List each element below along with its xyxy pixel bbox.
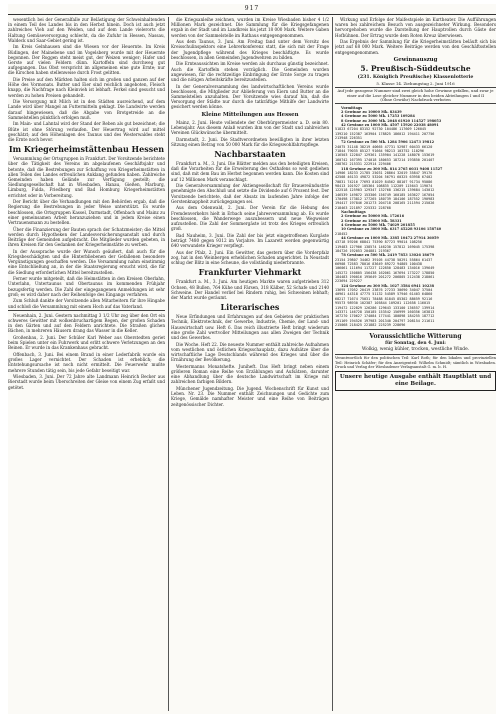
- section-heading: Im Kriegerheimstättenbau Hessen: [8, 144, 165, 155]
- lottery-heading: Gewinnauszug: [393, 56, 438, 63]
- lottery-result-line: 215068 218425 221882 225239 228696: [335, 322, 406, 327]
- article-paragraph: Frankfurt a. M., 3. Juni. Die Blätter melden aus den beteiligten Kreisen, daß die Vorarbeiten für die Erweiterung des Osthafens so weit gediehen sind, daß mit dem Bau im Herbst begonnen werden kann. Die Kosten sind auf 12 Millionen Mark veranschlagt.: [171, 161, 329, 182]
- article-paragraph: Versammlung der Ortsgruppen in Frankfurt. Der Vorsitzende berichtete über die Tätigkeit des Vereins im abgelaufenen Geschäftsjahr und betonte, daß die Bestrebungen zur Schaffung von Kriegerheimstätten in allen Teilen des Landes erfreulichen Anklang gefunden haben. Zahlreiche Gemeinden haben Gelände zur Verfügung gestellt; die Siedlungsgesellschaft hat in Wiesbaden, Hanau, Gießen, Marburg, Limburg, Fulda, Friedberg und Bad Homburg Kriegerheimstätten errichtet oder in Vorbereitung.: [8, 156, 165, 198]
- lottery-title: 5. Preußisch-Süddeutsche: [360, 64, 471, 74]
- column-2: [171, 17, 329, 711]
- lottery-result-line: 218452: [335, 231, 348, 236]
- article-paragraph: Die Generalversammlung der Aktiengesellschaft für Brauereiindustrie genehmigte den Abschluß und setzte die Dividende auf 6 Prozent fest. Der Vorsitzende berichtete, daß der Absatz im laufenden Jahre infolge der Gerstenknappheit zurückgegangen sei.: [171, 183, 329, 204]
- lottery-result-line: 42508 46133 49872 53204 56791 60325 63958 67402: [335, 175, 433, 180]
- lottery-result-line: 213948 226351: [335, 136, 362, 141]
- article-paragraph: Frankfurt a. M., 3. Juni. Am heutigen Markte waren aufgetrieben 312 Ochsen, 48 Bullen, 764 Kühe und Färsen, 318 Kälber, 52 Schafe und 2140 Schweine. Der Handel verlief bei Rindern ruhig, bei Schweinen lebhaft; der Markt wurde geräumt.: [171, 279, 329, 301]
- lottery-result-line: 167270 170627 174084 177441 180898 184255 187712: [335, 314, 435, 319]
- column-divider: [168, 17, 169, 711]
- lottery-result-line: 13695 17052 20419 23876 27233 30690 34047 37504: [335, 288, 433, 293]
- lottery-result-line: 78 Gewinne zu 500 Mk. 2419 7853 13026 18679: [341, 253, 434, 258]
- article-paragraph: Westermanns Monatshefte. Juniheft. Das Heft bringt neben einem größeren Roman eine Reihe von Erzählungen und Aufsätzen, darunter eine Abhandlung über die deutsche Landwirtschaft im Kriege mit zahlreichen farbigen Bildern.: [171, 363, 329, 385]
- article-paragraph: Bad Nauheim, 3. Juni. Die Zahl der bis jetzt eingetroffenen Kurgäste beträgt 7480 gegen 9312 im Vorjahre. Im Lazarett werden gegenwärtig 640 verwundete Krieger verpflegt.: [171, 232, 329, 249]
- article-body: [8, 156, 165, 309]
- article-body: [171, 279, 329, 300]
- lottery-result-line: 146539 149872 153306 156749 160185 163627 167054: [335, 192, 435, 197]
- article-paragraph: die Kriegsanleihe zeichnen, wurden im Kreise Wiesbaden bisher 4 1/2 Millionen Mark gezeichnet. Die Sammlung für die Kriegsgefangenen ergab in der Stadt und im Landkreis bis jetzt 18 000 Mark. Weitere Gaben werden von der Sammelstelle im Rathaus entgegengenommen.: [171, 17, 329, 38]
- section-heading: Literarisches: [220, 302, 280, 313]
- article-paragraph: Die Versorgung mit Milch ist in den Städten ausreichend, auf dem Lande wird über Mangel an Futtermitteln geklagt. Die Landwirte werden darauf hingewiesen, daß die Abgabe von Brotgetreide an die Sammelstellen pünktlich erfolgen muß.: [8, 99, 165, 120]
- lottery-result-line: 184726 192053 204881 219367: [335, 249, 391, 254]
- lottery-result-line: 208762 215331 222914 229406: [335, 162, 391, 167]
- lottery-result-line: 14906 18233 21785 25031 28864 32019 35847 39176: [335, 170, 433, 175]
- edition-notice: Unsere heutige Ausgabe enthält Hauptblatt und eine Beilage.: [335, 371, 496, 390]
- article-body: [335, 17, 496, 55]
- article-body: [171, 17, 329, 110]
- lottery-result-line: 160742 167395 174018 180653 187214 193850 201407: [335, 157, 435, 162]
- lottery-result-line: 98413 101927 105364 108835 112209 115643 119074: [335, 183, 433, 188]
- lottery-result-line: 42 Gewinne zu 1000 Mk. 4507 15920 22038 48091: [341, 123, 439, 128]
- weather-date: für Sonntag, den 4. Juni:: [385, 340, 446, 346]
- article-paragraph: Offenbach, 3. Juni. Bei einem Brand in einer Lederfabrik wurde ein großes Lager vernichtet. Der Schaden ist erheblich; die Entstehungsursache ist noch nicht ermittelt. Die Feuerwehr mußte mehrere Stunden tätig sein, bis jede Gefahr beseitigt war.: [8, 352, 165, 373]
- weather-heading: Voraussichtliche Witterung: [369, 332, 462, 340]
- article-paragraph: Die Woche. Heft 22. Die neueste Nummer enthält zahlreiche Aufnahmen vom westlichen und östlichen Kriegsschauplatz, dazu Aufsätze über die wirtschaftliche Lage Deutschlands während des Krieges und über die Ernährung der Bevölkerung.: [171, 341, 329, 363]
- article-paragraph: Über die Finanzierung der Bauten sprach der Schatzmeister; die Mittel werden durch Hypotheken der Landesversicherungsanstalt und durch Beiträge der Gemeinden aufgebracht. Die Mitglieder wurden gebeten, in ihren Kreisen für den Gedanken der Kriegerheimstätte zu werben.: [8, 226, 165, 248]
- lottery-result-line: 23154 29807 34462 39105 44738 50291 55864 61437: [335, 257, 433, 262]
- lottery-result-line: 143371 146728 150185 153542 156999 160356 163813: [335, 309, 435, 314]
- lottery-result-line: 194417 197846 201273 204718 208165 211594 215026: [335, 201, 435, 206]
- weather-forecast: Wolkig, wenig kühler, trocken, westliche Winde.: [361, 346, 470, 352]
- article-paragraph: Wiesbaden, 3. Juni. Der 72 Jahre alte Landmann Heinrich Becker aus Bierstadt wurde beim Überschreiten der Gleise von einem Zug erfaßt und getötet.: [8, 374, 165, 390]
- article-paragraph: Im Kreis Gelnhausen sind die Wiesen vor der Heuernte. Im Kreis Büdingen, der Mainebene und im Vogelsberg wurde mit der Heuernte begonnen. Der Roggen steht meist gut, der Weizen weniger; Hafer und Gerste auf vielen Feldern dünn. Kartoffeln sind durchweg gut aufgegangen. Das Obst verspricht im allgemeinen eine gute Ernte; nur die Kirschen haben stellenweise durch Frost gelitten.: [8, 44, 165, 76]
- column-divider: [332, 17, 333, 711]
- lottery-result-line: 10 Gewinne zu 3000 Mk. 6317 45228 93106 158740: [341, 227, 442, 232]
- lottery-result-line: 118 Gewinne zu 300 Mk. 814 2765 6031 9408 11527: [341, 166, 443, 171]
- lottery-result-line: 170498 173812 177265 180739 184106 187552 190983: [335, 196, 435, 201]
- article-paragraph: Aus dem Taunus, 3. Juni. Am Freitag fand unter dem Vorsitz des Kreisschulinspektors eine Lehrerkonferenz statt, die sich mit der Frage der Jugendpflege während des Krieges beschäftigte. Es wurde beschlossen, in allen Gemeinden Jugendwehren zu bilden.: [171, 39, 329, 60]
- lottery-result-line: 68217 71674 75031 78488 81845 85302 88659 92116: [335, 296, 433, 301]
- lottery-result-line: 4 Gewinne zu 5000 Mk. 17253 109284: [341, 114, 415, 119]
- lottery-result-line: 191169 194526 197983 201340 204797 208154 211611: [335, 318, 435, 323]
- lottery-result-line: 43718 59206 68841 75390 87723 99014 108256: [335, 240, 422, 245]
- article-paragraph: wesentlich bei der Generalfalle zur Belästigung der Schweinhaltenden in einem Teil des Landes bis in den Herbst hinein. Doch ist auch jetzt zahlreiches Vieh auf den Weiden, und auf dem Lande vielerorts die Haltung Gemüseversorgung schlecht, da die Zufuhr in Hessen, Nassau, Waldeck und Saar-Gebiet gering ist.: [8, 17, 165, 43]
- article-paragraph: Wirkung und Erfolge der Maifestspiele im Kurtheater. Die Aufführungen waren bei zahlreichem Besuch von ausgezeichneter Wirkung. Besonders hervorgehoben wurde die Darstellung der Hauptrollen durch Gäste der Hofbühnen. Der Ertrag wurde dem Roten Kreuz überwiesen.: [335, 17, 496, 38]
- lottery-result-line: 106061 111694 117227 122850 128483 134016 139649: [335, 266, 435, 271]
- article-paragraph: In der Aussprache wurde der Wunsch geäußert, daß auch für die Kriegsbeschädigten und die Hinterbliebenen der Gefallenen besondere Vergünstigungen geschaffen werden. Die Versammlung nahm einstimmig eine Entschließung an, in der die Staatsregierung ersucht wird, die für die Siedlung erforderlichen Mittel bereitzustellen.: [8, 248, 165, 275]
- lottery-result-line: 139210 152387 163904 178825 186012 194411 207756: [335, 131, 435, 136]
- lottery-note-text: Auf jede gezogene Nummer sind zwei gleich hohe Gewinne gefallen, und zwar je einer auf die Lose gleicher Nummer in den beiden Abteilungen I und II: [337, 87, 494, 98]
- article-paragraph: Die Ernteaussichten im Kreise werden als durchaus günstig bezeichnet. Auch die Kartoffeln stehen vorzüglich. Die Gemeinden wurden angewiesen, für die rechtzeitige Einbringung der Ernte Sorge zu tragen und die nötigen Arbeitskräfte bereitzustellen.: [171, 61, 329, 83]
- article-paragraph: Aus der Pfalz, 2. Juni. Ein Gewitter, das gestern über die Vorderpfalz zog, hat in den Weinbergen erheblichen Schaden angerichtet. In Neustadt schlug der Blitz in eine Scheune, die vollständig niederbrannte.: [171, 249, 329, 266]
- article-paragraph: Mainz, 2. Juni. Heute vollendete der Oberbürgermeister a. D. sein 80. Lebensjahr. Aus diesem Anlaß wurden ihm von der Stadt und zahlreichen Vereinen Glückwünsche übermittelt.: [171, 119, 329, 136]
- article-paragraph: Neuenhain, 2. Juni. Gestern nachmittag 3 1/2 Uhr zog über den Ort ein schweres Gewitter mit wolkenbruchartigem Regen, der großen Schaden in den Gärten und auf den Feldern anrichtete. Die Straßen glichen Bächen, in mehreren Häusern drang das Wasser in die Keller.: [8, 312, 165, 334]
- lottery-results: [335, 106, 496, 328]
- article-paragraph: Ferner wurde mitgeteilt, daß die Heimstätten in den Kreisen Oberlahn, Unterlahn, Untertaunus und Obertaunus im kommenden Frühjahr bezugsfertig werden. Die Zahl der eingegangenen Anmeldungen ist sehr groß; es wird daher nach der Reihenfolge des Eingangs verfahren.: [8, 276, 165, 297]
- lottery-result-line: 24075 31148 38219 40665 47731 52987 60433 66120: [335, 144, 433, 149]
- lottery-result-line: 95573 98930 102387 105844 109201 112658 116015: [335, 301, 431, 306]
- article-body: [171, 314, 329, 407]
- section-heading: Frankfurter Viehmarkt: [198, 267, 302, 278]
- article-paragraph: Aus dem Odenwald, 2. Juni. Der Verein für die Hebung des Fremdenverkehrs hielt in Erbach seine Jahresversammlung ab. Es wurde beschlossen, die Wanderwege auszubessern und neue Wegweiser aufzustellen. Die Zahl der Sommergäste ist trotz des Krieges erfreulich groß.: [171, 205, 329, 232]
- lottery-session-label: Nachmittags: [341, 209, 366, 214]
- lottery-result-line: 122518 125903 129347 132768 136215 139684 143012: [335, 188, 435, 193]
- article-body: [8, 313, 165, 390]
- lottery-result-line: 51823 67204 83152 92730 104486 117609 126045: [335, 127, 427, 132]
- column-1: [8, 17, 165, 711]
- lottery-result-line: 2 Gewinne zu 15000 Mk. 58331: [341, 218, 402, 223]
- lottery-drawing-date: 5. Klasse 14. Ziehungstag 2. Juni 1916: [376, 80, 455, 86]
- lottery-result-line: 223694 229227: [335, 279, 362, 284]
- lottery-note: [335, 87, 496, 104]
- newspaper-page: [8, 4, 496, 714]
- article-body: [171, 120, 329, 147]
- lottery-session-label: Vormittags: [341, 105, 363, 110]
- article-paragraph: In der Generalversammlung des landwirtschaftlichen Vereins wurde beschlossen, die Mitglieder zur Ablieferung von Eiern und Butter an die Sammelstellen anzuhalten. Der Vorsitzende wies darauf hin, daß die Versorgung der Städte nur durch die tatkräftige Mithilfe der Landwirte gesichert werden könne.: [171, 83, 329, 110]
- lottery-note-disclaimer: (Ohne Gewähr) Nachdruck verboten: [380, 97, 451, 103]
- article-paragraph: Die Preise auf den Märkten halten sich im großen und ganzen auf der Höhe des Vormonats. Butter und Eier sind reichlich angeboten, Fleisch knapp, die Nachfrage nach Kleinvieh ist lebhaft. Ferkel sind gesucht und werden zu hohen Preisen gehandelt.: [8, 77, 165, 98]
- article-body: [8, 17, 165, 142]
- article-paragraph: Großenbau, 2. Juni. Der Schüler Karl Weber aus Oberstedten geriet beim Spielen unter ein Fuhrwerk und erlitt schwere Verletzungen an den Beinen. Er wurde in das Krankenhaus gebracht.: [8, 335, 165, 351]
- article-paragraph: Im Main- und Lahntal wird der Stand der Reben als gut bezeichnet; die Blüte ist ohne Störung verlaufen. Der Heuertrag wird auf mittel geschätzt; auf den Höhenlagen des Taunus und des Westerwaldes steht die Ernte noch bevor.: [8, 121, 165, 143]
- section-heading: Kleine Mitteilungen aus Hessen: [201, 111, 299, 118]
- article-paragraph: Darmstadt, 2. Juni. Die Stadtverordneten bewilligten in ihrer letzten Sitzung einen Betrag von 50 000 Mark für die Kriegswohlfahrtspflege.: [171, 136, 329, 147]
- lottery-result-line: 44 Gewinne zu 1000 Mk. 3385 10472 27914 36059: [341, 236, 439, 240]
- imprint: Verantwortlich für den politischen Teil: Karl Roth; für den lokalen und provinziellen Teil: Heinrich Schäfer; für den Anzeigenteil: Wilhelm Schmidt; sämtlich in Wiesbaden. Druck und Verlag der Wiesbadener Verlagsanstalt G. m. b. H.: [335, 356, 496, 369]
- article-body: [171, 161, 329, 265]
- article-paragraph: Münchener Jugendzeitung. Die Jugend. Wochenschrift für Kunst und Leben. Nr. 23. Die Nummer enthält Zeichnungen und Gedichte zum Kriege, Gemälde namhafter Meister und eine Reihe von Beiträgen zeitgenössischer Dichter.: [171, 386, 329, 407]
- lottery-result-line: 70831 74216 77693 81029 84562 88107 91734 95086: [335, 179, 433, 184]
- lottery-result-line: 119472 122829 126286 129643 133100 136557 139914: [335, 305, 435, 310]
- column-3: [335, 17, 496, 711]
- lottery-result-line: 2 Gewinne zu 10000 Mk. 83439: [341, 110, 402, 115]
- section-divider: [335, 354, 496, 355]
- article-divider: [8, 310, 165, 311]
- page-number: 917: [244, 5, 260, 12]
- lottery-result-line: 40961 44318 47775 51132 54589 57946 61403 64860: [335, 292, 433, 297]
- header-rule: [8, 14, 496, 15]
- lottery-result-line: 145272 150805 156438 162061 167694 173227 178850: [335, 270, 435, 275]
- article-paragraph: Neue Erfindungen und Erfahrungen auf den Gebieten der praktischen Technik, Elektrotechnik, der Gewerbe, Industrie, Chemie, der Land- und Hauswirtschaft usw. Heft 6. Das reich illustrierte Heft bringt wiederum eine große Zahl wertvoller Mitteilungen aus allen Zweigen der Technik und des Gewerbes.: [171, 314, 329, 341]
- lottery-result-line: 124 Gewinne zu 300 Mk. 1027 3584 6941 10238: [341, 283, 434, 288]
- section-heading: Nachbarstaaten: [214, 149, 286, 160]
- lottery-result-line: 8 Gewinne zu 3000 Mk. 2048 61920 114527 198053: [341, 118, 442, 123]
- lottery-result-line: 71844 79035 85127 91664 98213 103752 110296: [335, 149, 424, 154]
- lottery-result-line: 218463 221897 225332 228768: [335, 205, 391, 210]
- section-divider: [335, 329, 496, 330]
- lottery-result-line: 72 Gewinne zu 500 Mk. 1284 5906 12473 19812: [341, 140, 434, 145]
- article-paragraph: Der Bericht über die Verhandlungen mit den Behörden ergab, daß die Regierung die Bestrebungen in jeder Weise unterstützt. Es wurde beschlossen, die Ortsgruppen Kassel, Darmstadt, Offenbach und Mainz zu einer gemeinsamen Arbeit heranzuziehen und in jedem Kreise einen Vertrauensmann zu bestellen.: [8, 199, 165, 226]
- article-paragraph: Das Ergebnis der Sammlung für die Kriegerheimstätten beläuft sich bis jetzt auf 68 000 Mark. Weitere Beiträge werden von den Geschäftsstellen entgegengenommen.: [335, 39, 496, 55]
- lottery-result-line: 66908 72583 78016 83649 89272 94805 100438: [335, 262, 422, 267]
- lottery-result-line: 119483 127906 138574 146230 157812 169045 175398: [335, 244, 435, 249]
- lottery-subtitle: (231. Königlich Preußische) Klassenlotterie: [357, 74, 474, 80]
- article-paragraph: Zum Schluß dankte der Vorsitzende allen Mitarbeitern für ihre Hingabe und schloß die Versammlung mit einem Hoch auf das Vaterland.: [8, 298, 165, 309]
- lottery-result-line: 2 Gewinne zu 50000 Mk. 172616: [341, 214, 405, 219]
- lottery-result-line: 116503 122847 129361 135904 141228 148076 153619: [335, 153, 435, 158]
- lottery-result-line: 4 Gewinne zu 5000 Mk. 74029 201855: [341, 222, 415, 227]
- lottery-result-line: 184483 190016 195649 201272 206805 212438 218061: [335, 275, 435, 280]
